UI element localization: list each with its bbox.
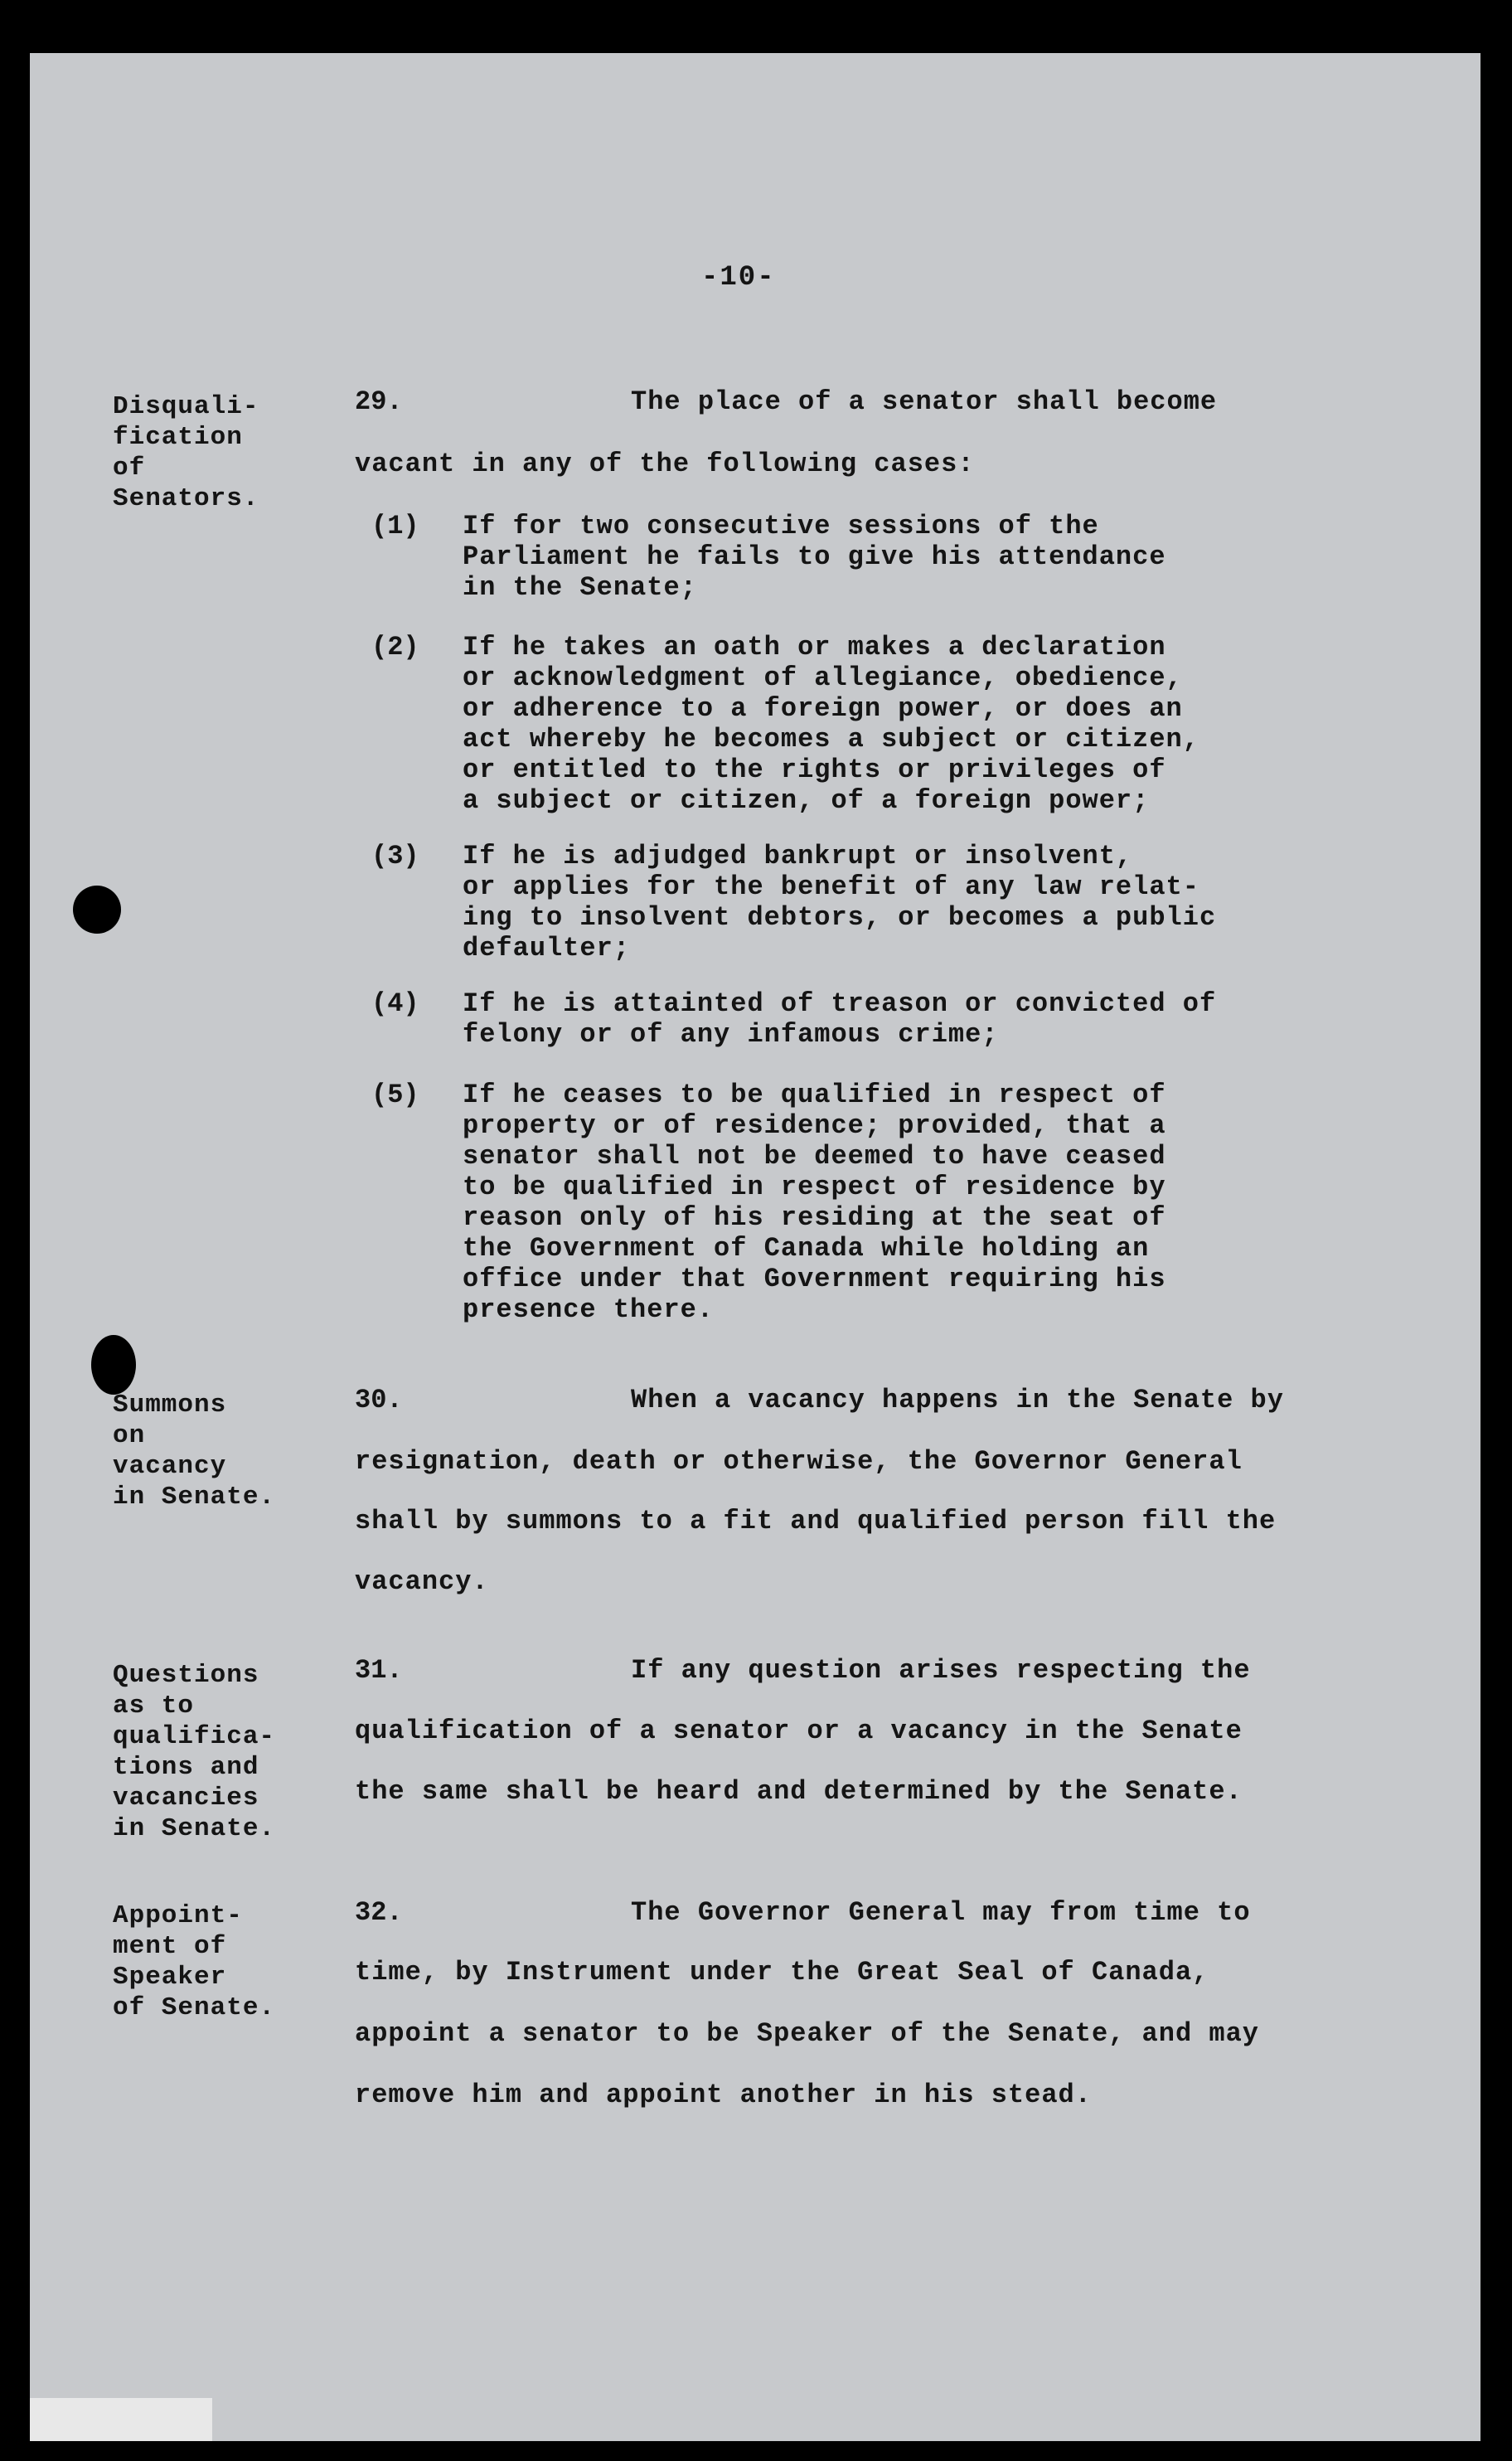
subclause-line: presence there. — [463, 1294, 715, 1325]
corner-tab — [30, 2398, 212, 2441]
margin-note-line: as to — [113, 1692, 195, 1721]
margin-note-line: qualifica- — [113, 1722, 276, 1751]
subclause-line: defaulter; — [463, 933, 631, 964]
section-line: vacancy. — [355, 1566, 489, 1597]
subclause-line: If he ceases to be qualified in respect of — [463, 1080, 1166, 1110]
margin-note-line: on — [113, 1421, 146, 1450]
subclause-line: office under that Government requiring his — [463, 1264, 1166, 1294]
section-line: appoint a senator to be Speaker of the Senate, and may — [355, 2018, 1259, 2049]
subclause-4 — [463, 988, 1216, 1050]
subclause-line: act whereby he becomes a subject or citizen, — [463, 724, 1199, 755]
margin-note-line: Questions — [113, 1661, 259, 1690]
section-number-30: 30. — [355, 1385, 403, 1415]
section-line: shall by summons to a fit and qualified person fill the — [355, 1506, 1277, 1536]
margin-note-line: ment of — [113, 1932, 227, 1961]
margin-note-line: Disquali- — [113, 392, 259, 421]
section-lead-29: The place of a senator shall become — [631, 386, 1218, 417]
margin-note-line: Summons — [113, 1391, 227, 1420]
margin-note-line: Senators. — [113, 484, 259, 513]
margin-note-line: Appoint- — [113, 1901, 243, 1930]
subclause-line: If he is adjudged bankrupt or insolvent, — [463, 841, 1133, 871]
subclause-5 — [463, 1080, 1166, 1325]
subclause-1 — [463, 511, 1166, 603]
subclause-line: felony or of any infamous crime; — [463, 1019, 999, 1050]
margin-note-line: in Senate. — [113, 1483, 276, 1512]
subclause-line: property or of residence; provided, that a — [463, 1110, 1166, 1141]
subclause-label: (1) — [371, 511, 419, 541]
section-number-31: 31. — [355, 1655, 403, 1686]
section-number-32: 32. — [355, 1897, 403, 1928]
subclause-line: If he takes an oath or makes a declaration — [463, 632, 1166, 663]
subclause-label: (2) — [371, 632, 419, 663]
margin-note-30 — [113, 1390, 275, 1512]
section-lead-31: If any question arises respecting the — [631, 1655, 1251, 1686]
subclause-line: or applies for the benefit of any law relat- — [463, 871, 1199, 902]
subclause-line: reason only of his residing at the seat of — [463, 1202, 1166, 1233]
subclause-line: or acknowledgment of allegiance, obedience, — [463, 663, 1183, 693]
subclause-line: or entitled to the rights or privileges of — [463, 755, 1166, 785]
margin-note-line: of Senate. — [113, 1993, 276, 2022]
subclause-line: in the Senate; — [463, 572, 697, 603]
subclause-label: (3) — [371, 841, 419, 871]
margin-note-line: of — [113, 454, 146, 483]
margin-note-line: vacancy — [113, 1452, 227, 1481]
punch-hole — [73, 886, 121, 934]
margin-note-line: Speaker — [113, 1963, 227, 1992]
subclause-line: If for two consecutive sessions of the — [463, 511, 1099, 541]
subclause-label: (5) — [371, 1080, 419, 1110]
section-line: resignation, death or otherwise, the Governor General — [355, 1446, 1243, 1477]
section-line: time, by Instrument under the Great Seal of Canada, — [355, 1957, 1209, 1988]
margin-note-line: fication — [113, 423, 243, 452]
subclause-3 — [463, 841, 1216, 964]
margin-note-line: vacancies — [113, 1784, 259, 1813]
margin-note-29 — [113, 391, 259, 514]
punch-hole — [91, 1335, 136, 1395]
subclause-line: If he is attainted of treason or convicted of — [463, 988, 1217, 1019]
section-line: vacant in any of the following cases: — [355, 449, 975, 479]
subclause-line: the Government of Canada while holding an — [463, 1233, 1150, 1264]
margin-note-32 — [113, 1900, 275, 2023]
subclause-line: or adherence to a foreign power, or does an — [463, 693, 1183, 724]
section-lead-32: The Governor General may from time to — [631, 1897, 1251, 1928]
subclause-line: senator shall not be deemed to have ceased — [463, 1141, 1166, 1172]
section-line: the same shall be heard and determined by the Senate. — [355, 1776, 1243, 1807]
subclause-2 — [463, 632, 1199, 816]
subclause-line: Parliament he fails to give his attendance — [463, 541, 1166, 572]
margin-note-line: in Senate. — [113, 1814, 276, 1843]
margin-note-31 — [113, 1660, 275, 1844]
section-number-29: 29. — [355, 386, 403, 417]
subclause-line: ing to insolvent debtors, or becomes a public — [463, 902, 1217, 933]
section-line: remove him and appoint another in his stead. — [355, 2080, 1092, 2110]
document-page — [30, 53, 1480, 2441]
section-line: qualification of a senator or a vacancy in the Senate — [355, 1716, 1243, 1746]
page-number: -10- — [701, 262, 776, 294]
margin-note-line: tions and — [113, 1753, 259, 1782]
section-lead-30: When a vacancy happens in the Senate by — [631, 1385, 1284, 1415]
subclause-line: to be qualified in respect of residence by — [463, 1172, 1166, 1202]
subclause-line: a subject or citizen, of a foreign power; — [463, 785, 1150, 816]
subclause-label: (4) — [371, 988, 419, 1019]
